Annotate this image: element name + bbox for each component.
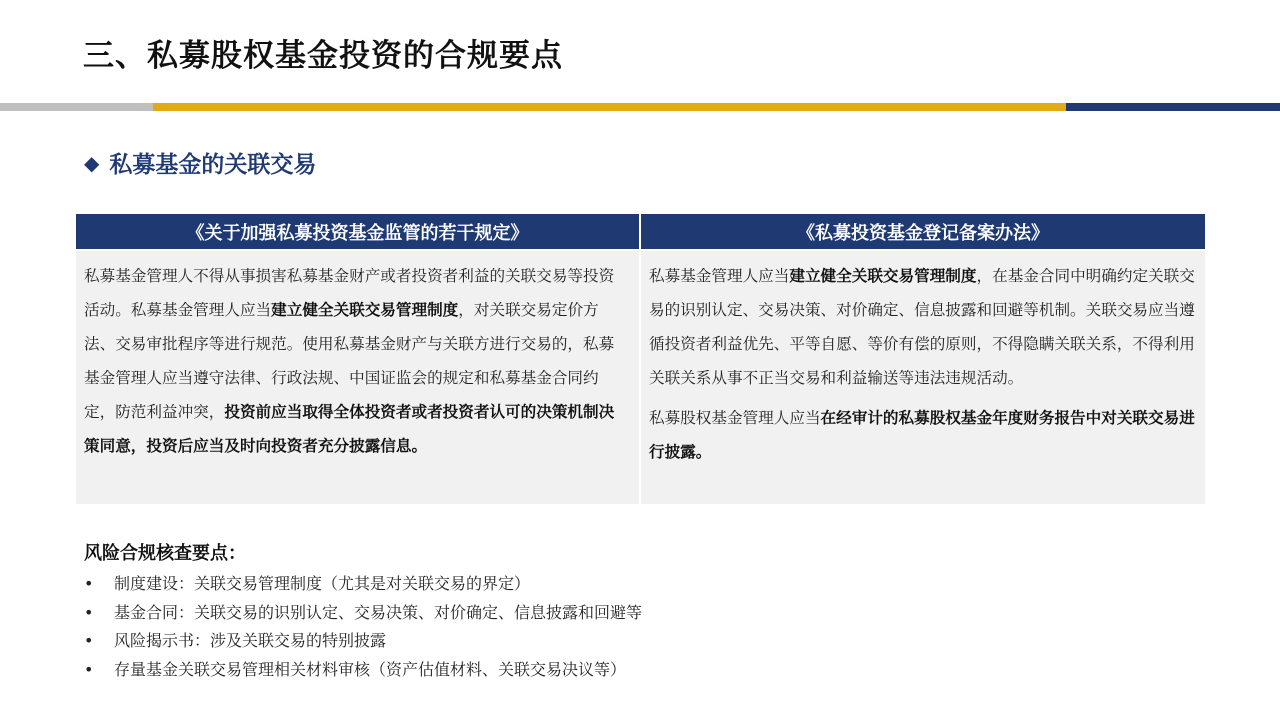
bullet-icon: • (84, 574, 94, 593)
body-text: ，在基金合同中明确约定关联交易的识别认定、交易决策、对价确定、信息披露和回避等机制。关联交易应当遵循投资者利益优先、平等自愿、等价有偿的原则，不得隐瞒关联关系，不得利用关联关系从事不正当交易和利益输送等违法违规活动。 (649, 267, 1195, 387)
body-text: 私募基金管理人不得从事损害私募基金财产或者投资者利益的关联交易等投资活动。私募基金管理人应当 (84, 267, 615, 319)
slide-title: 三、私募股权基金投资的合规要点 (83, 38, 563, 74)
right-column-header: 《私募投资基金登记备案办法》 (641, 214, 1205, 249)
right-column-paragraph-1 (649, 259, 1195, 395)
section-heading (84, 146, 316, 179)
header-stripe-navy (1066, 103, 1280, 111)
left-column-header: 《关于加强私募投资基金监管的若干规定》 (76, 214, 639, 249)
emphasized-text: 建立健全关联交易管理制度 (789, 267, 977, 285)
risk-item-text: 基金合同：关联交易的识别认定、交易决策、对价确定、信息披露和回避等 (114, 602, 643, 622)
bullet-icon: • (84, 631, 94, 650)
emphasized-text: 建立健全关联交易管理制度 (271, 301, 459, 319)
risk-list-item (84, 627, 1184, 656)
left-column-paragraph (84, 259, 629, 463)
body-text: 私募股权基金管理人应当 (649, 409, 821, 427)
header-stripe-gray (0, 103, 153, 111)
bullet-icon: • (84, 659, 94, 679)
diamond-bullet-icon: ◆ (84, 150, 100, 175)
risk-list-item (84, 599, 1184, 628)
regulation-comparison-table (76, 214, 1205, 504)
bullet-icon: • (84, 602, 94, 622)
right-column-body (641, 251, 1205, 504)
emphasized-text: 投资前应当取得全体投资者或者投资者认可的决策机制决策同意，投资后应当及时向投资者充分披露信息。 (84, 403, 615, 455)
risk-list (84, 570, 1184, 684)
risk-item-text: 存量基金关联交易管理相关材料审核（资产估值材料、关联交易决议等） (114, 659, 627, 679)
body-text: 私募基金管理人应当 (649, 267, 790, 285)
risk-heading: 风险合规核查要点： (84, 543, 246, 564)
risk-compliance-section (84, 540, 1184, 684)
emphasized-text: 在经审计的私募股权基金年度财务报告中对关联交易进行披露。 (649, 409, 1195, 461)
right-column-paragraph-2 (649, 401, 1195, 469)
body-text: ，对关联交易定价方法、交易审批程序等进行规范。使用私募基金财产与关联方进行交易的，私募基金管理人应当遵守法律、行政法规、中国证监会的规定和私募基金合同约定，防范利益冲突， (84, 301, 615, 421)
risk-list-item (84, 570, 1184, 599)
left-column-body (76, 251, 639, 504)
risk-item-text: 制度建设：关联交易管理制度（尤其是对关联交易的界定） (114, 574, 531, 593)
header-stripe-gold (153, 103, 1066, 111)
risk-item-text: 风险揭示书：涉及关联交易的特别披露 (114, 631, 387, 650)
section-heading-text: 私募基金的关联交易 (109, 152, 317, 178)
risk-list-item (84, 656, 1184, 685)
